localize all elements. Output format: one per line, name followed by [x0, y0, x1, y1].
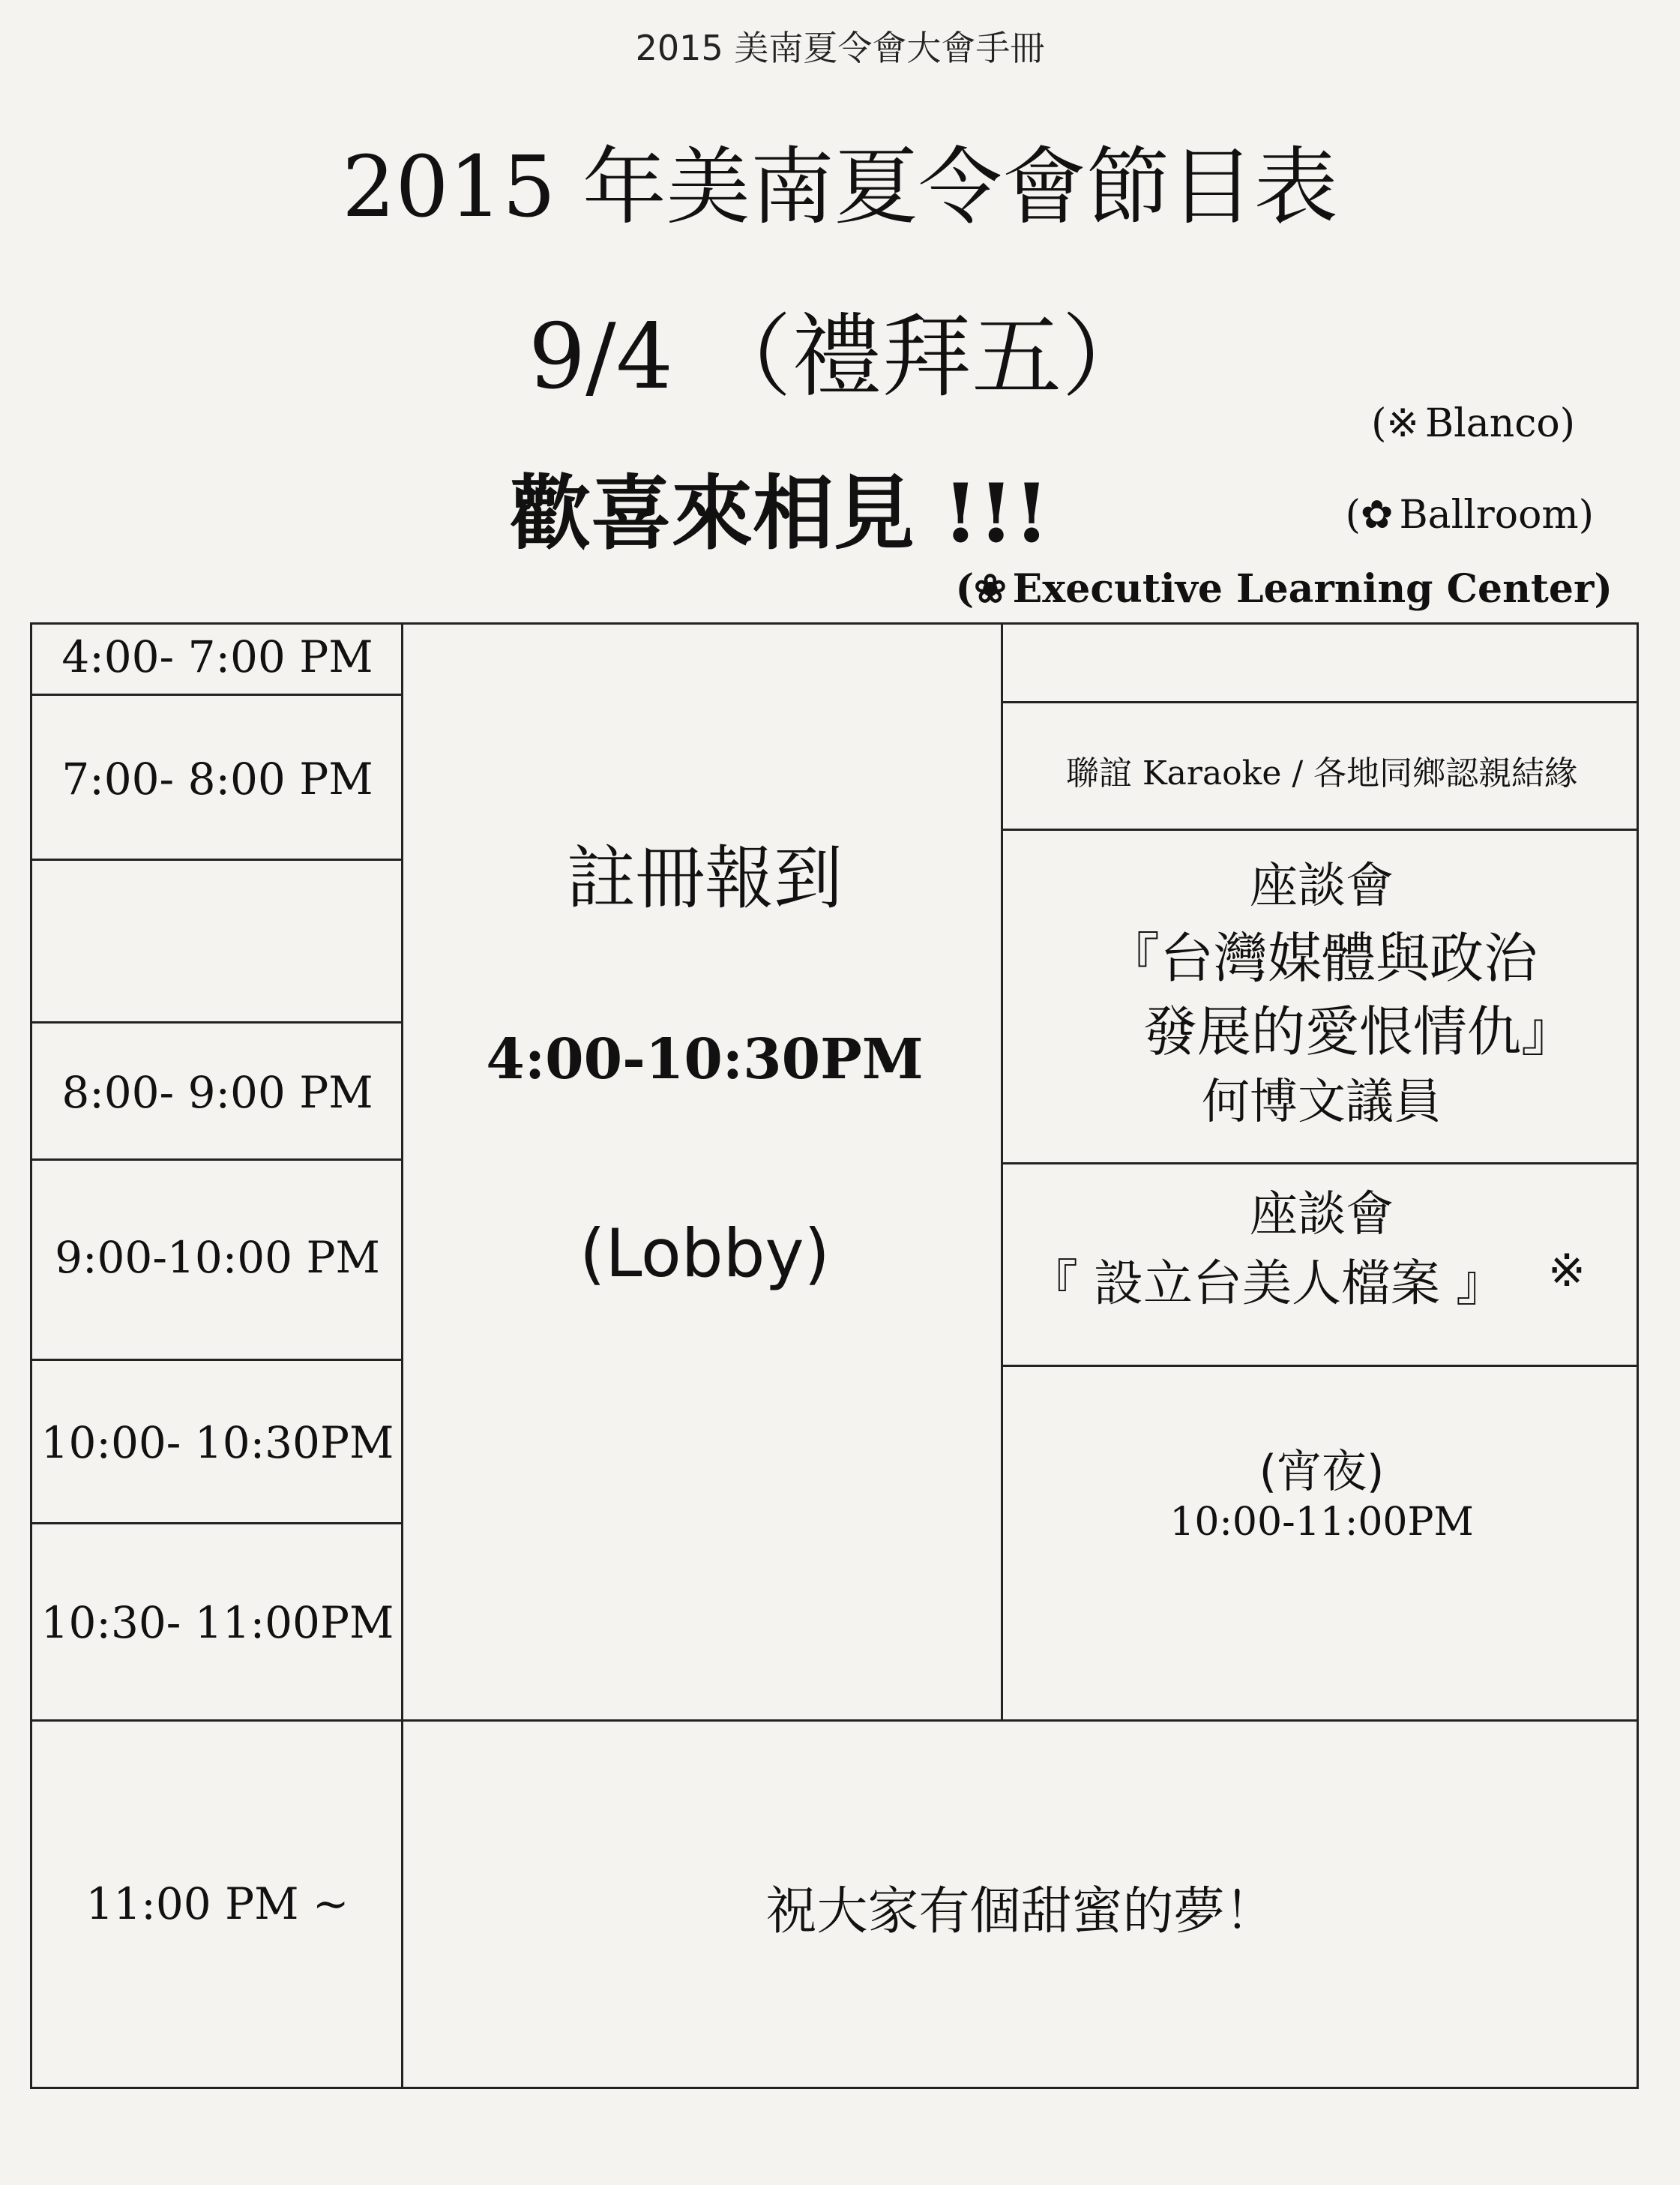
final-row-divider [401, 1719, 1639, 1722]
forum1-type: 座談會 [1250, 859, 1394, 914]
legend-ballroom: (✿ Ballroom) [1345, 493, 1594, 538]
registration-location: (Lobby) [579, 1215, 830, 1292]
column-divider-events [1001, 622, 1003, 1721]
forum1-speaker: 何博文議員 [1202, 1075, 1442, 1130]
forum2-title: 『 設立台美人檔案 』 [1029, 1254, 1505, 1312]
events-row-divider [1001, 829, 1639, 831]
reference-mark-icon: ※ [1547, 1245, 1586, 1297]
program-date: 9/4 （禮拜五） [528, 305, 1152, 409]
legend-label: Executive Learning Center [1012, 566, 1595, 612]
time-slot: 9:00-10:00 PM [55, 1232, 380, 1283]
legend-label: Ballroom [1399, 493, 1579, 538]
table-border-left [30, 622, 32, 2089]
time-slot: 8:00- 9:00 PM [61, 1067, 373, 1118]
time-slot: 10:30- 11:00PM [40, 1597, 394, 1648]
events-row-divider [1001, 1162, 1639, 1164]
time-row-divider [30, 1158, 403, 1161]
snack-label: (宵夜) [1259, 1446, 1385, 1498]
legend-executive-learning-center: (❀ Executive Learning Center) [955, 566, 1613, 612]
program-title: 2015 年美南夏令會節目表 [342, 139, 1338, 236]
flower-outline-icon: ❀ [974, 566, 1007, 612]
flower-icon: ✿ [1360, 493, 1394, 538]
time-row-divider [30, 694, 403, 696]
table-border-bottom [30, 2087, 1639, 2089]
forum2-type: 座談會 [1250, 1187, 1394, 1242]
time-row-divider [30, 1359, 403, 1361]
registration-time: 4:00-10:30PM [486, 1027, 924, 1092]
time-row-divider [30, 1719, 403, 1722]
welcome-message: 歡喜來相見 !!! [510, 466, 1050, 561]
time-slot: 11:00 PM ~ [85, 1878, 349, 1929]
table-border-top [30, 622, 1639, 625]
time-slot: 7:00- 8:00 PM [61, 754, 373, 805]
forum1-title-line1: 『台灣媒體與政治 [1105, 927, 1538, 990]
karaoke-event: 聯誼 Karaoke / 各地同鄉認親結緣 [1065, 754, 1578, 793]
running-header: 2015 美南夏令會大會手冊 [635, 28, 1045, 68]
table-border-right [1637, 622, 1639, 2089]
time-slot: 10:00- 10:30PM [40, 1417, 394, 1468]
time-row-divider [30, 859, 403, 861]
legend-label: Blanco [1424, 401, 1560, 446]
forum1-title-line2: 發展的愛恨情仇』 [1142, 1000, 1575, 1063]
events-row-divider [1001, 701, 1639, 703]
legend-blanco: (※ Blanco) [1371, 401, 1575, 446]
time-slot: 4:00- 7:00 PM [61, 631, 373, 682]
registration-label: 註冊報到 [566, 838, 843, 919]
events-row-divider [1001, 1365, 1639, 1367]
goodnight-message: 祝大家有個甜蜜的夢！ [765, 1882, 1276, 1941]
time-row-divider [30, 1021, 403, 1024]
time-row-divider [30, 1522, 403, 1524]
reference-mark-icon: ※ [1386, 401, 1419, 446]
column-divider-time [401, 622, 403, 2089]
snack-time: 10:00-11:00PM [1169, 1500, 1474, 1545]
